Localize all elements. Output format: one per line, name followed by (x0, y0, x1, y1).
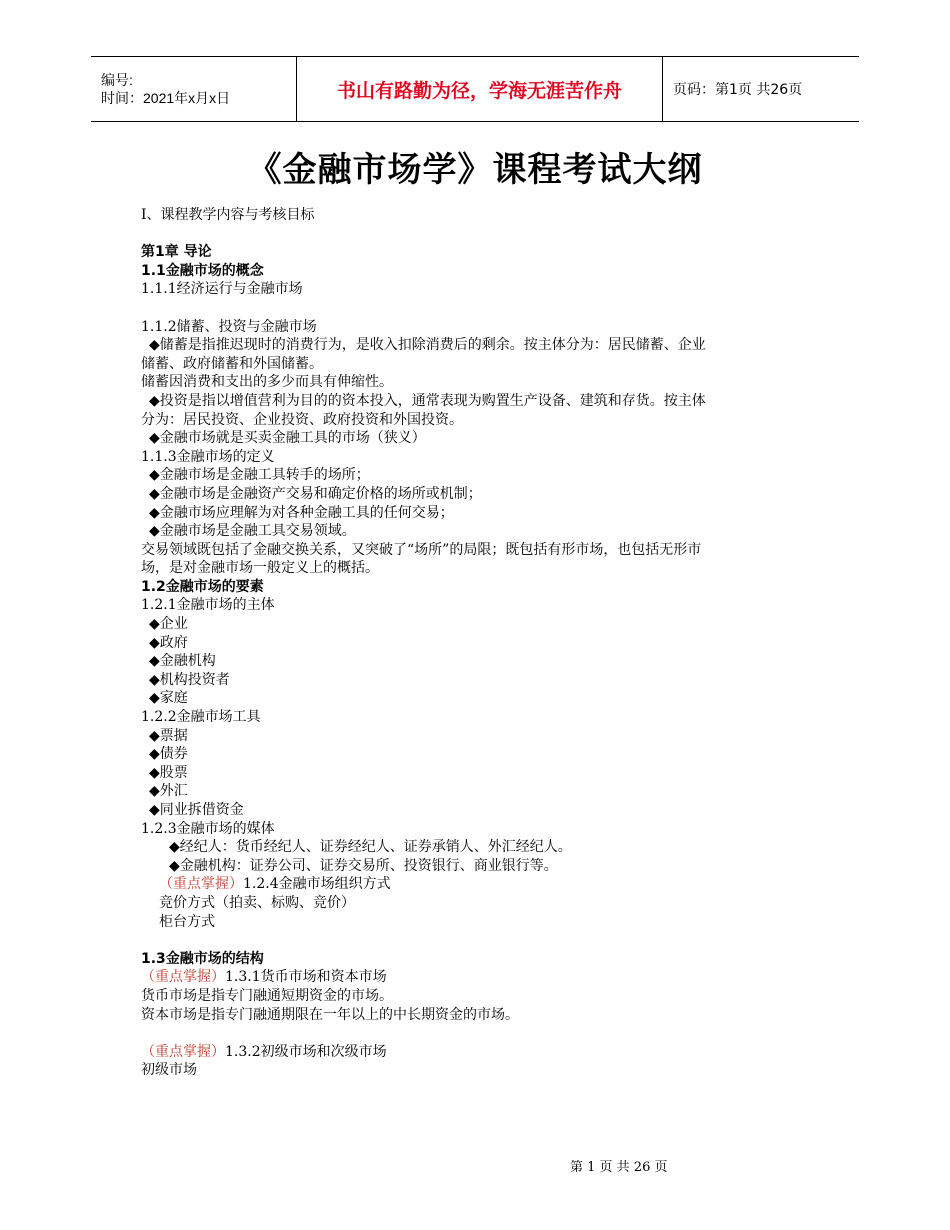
paragraph-investment-a: ◆投资是指以增值营利为目的的资本投入，通常表现为购置生产设备、建筑和存货。按主体 (149, 392, 706, 409)
list-item-tool: ◆票据 (149, 727, 188, 744)
list-item-subject: ◆机构投资者 (149, 671, 230, 688)
media-item-brokers: ◆经纪人：货币经纪人、证券经纪人、证券承销人、外汇经纪人。 (169, 839, 572, 856)
subheading-1-1-3: 1.1.3金融市场的定义 (141, 448, 275, 465)
definition-item: ◆金融市场是金融资产交易和确定价格的场所或机制； (149, 485, 482, 502)
paragraph-money-market: 货币市场是指专门融通短期资金的市场。 (141, 987, 393, 1004)
subheading-1-1-1: 1.1.1经济运行与金融市场 (141, 281, 303, 298)
heading-1-3: 1.3金融市场的结构 (141, 950, 264, 967)
subheading-1-3-1 (141, 968, 821, 987)
subheading-1-2-1: 1.2.1金融市场的主体 (141, 597, 275, 614)
subheading-1-2-3: 1.2.3金融市场的媒体 (141, 820, 275, 837)
paragraph-savings-a: ◆储蓄是指推迟现时的消费行为，是收入扣除消费后的剩余。按主体分为：居民储蓄、企业 (149, 337, 706, 354)
number-label: 编号: (101, 72, 133, 88)
subheading-1-3-2 (141, 1043, 821, 1062)
definition-item: ◆金融市场应理解为对各种金融工具的任何交易； (149, 504, 454, 521)
paragraph-capital-market: 资本市场是指专门融通期限在一年以上的中长期资金的市场。 (141, 1006, 519, 1023)
document-title: 《金融市场学》课程考试大纲 (247, 150, 703, 190)
list-item-tool: ◆股票 (149, 764, 188, 781)
key-point-tag: （重点掌握） (141, 969, 225, 986)
key-point-tag: （重点掌握） (141, 1043, 225, 1060)
paragraph-primary-market: 初级市场 (141, 1062, 197, 1079)
subheading-1-2-2: 1.2.2金融市场工具 (141, 709, 261, 726)
subheading-1-3-2-text: 1.3.2初级市场和次级市场 (225, 1043, 387, 1060)
paragraph-savings-elasticity: 储蓄因消费和支出的多少而具有伸缩性。 (141, 374, 393, 391)
list-item-tool: ◆同业拆借资金 (149, 802, 244, 818)
list-item-tool: ◆债券 (149, 746, 188, 763)
org-method-auction: 竞价方式（拍卖、标购、竞价） (159, 894, 355, 911)
section-title: I、课程教学内容与考核目标 (141, 207, 315, 223)
subheading-1-2-4 (141, 875, 821, 894)
list-item-subject: ◆企业 (149, 616, 188, 633)
definition-item: ◆金融市场是金融工具交易领域。 (149, 523, 356, 540)
paragraph-savings-b: 储蓄、政府储蓄和外国储蓄。 (141, 355, 323, 372)
heading-1-1: 1.1金融市场的概念 (141, 262, 264, 279)
subheading-1-2-4-text: 1.2.4金融市场组织方式 (243, 876, 391, 893)
time-label: 时间：2021年x月x日 (101, 90, 231, 106)
chapter-title: 第1章 导论 (141, 244, 212, 261)
paragraph-summary-a: 交易领域既包括了金融交换关系，又突破了“场所”的局限；既包括有形市场，也包括无形市 (141, 541, 702, 558)
header-motto: 书山有路勤为径，学海无涯苦作舟 (297, 57, 663, 122)
key-point-tag: （重点掌握） (159, 876, 243, 893)
document-body (141, 206, 821, 1080)
media-item-institutions: ◆金融机构：证券公司、证券交易所、投资银行、商业银行等。 (169, 857, 558, 874)
heading-1-2: 1.2金融市场的要素 (141, 578, 264, 595)
list-item-subject: ◆家庭 (149, 690, 188, 707)
org-method-counter: 柜台方式 (159, 913, 215, 930)
header-meta-cell (91, 57, 297, 122)
list-item-tool: ◆外汇 (149, 783, 188, 800)
page-footer: 第 1 页 共 26 页 (570, 1160, 668, 1175)
definition-item: ◆金融市场是金融工具转手的场所； (149, 467, 370, 484)
subheading-1-3-1-text: 1.3.1货币市场和资本市场 (225, 969, 387, 986)
header-page-info: 页码：第1页 共26页 (663, 57, 860, 122)
paragraph-summary-b: 场，是对金融市场一般定义上的概括。 (141, 560, 379, 577)
paragraph-market-narrow: ◆金融市场就是买卖金融工具的市场（狭义） (149, 430, 426, 447)
document-header (91, 56, 859, 122)
list-item-subject: ◆政府 (149, 634, 188, 651)
list-item-subject: ◆金融机构 (149, 653, 216, 670)
paragraph-investment-b: 分为：居民投资、企业投资、政府投资和外国投资。 (141, 411, 463, 428)
subheading-1-1-2: 1.1.2储蓄、投资与金融市场 (141, 318, 317, 335)
